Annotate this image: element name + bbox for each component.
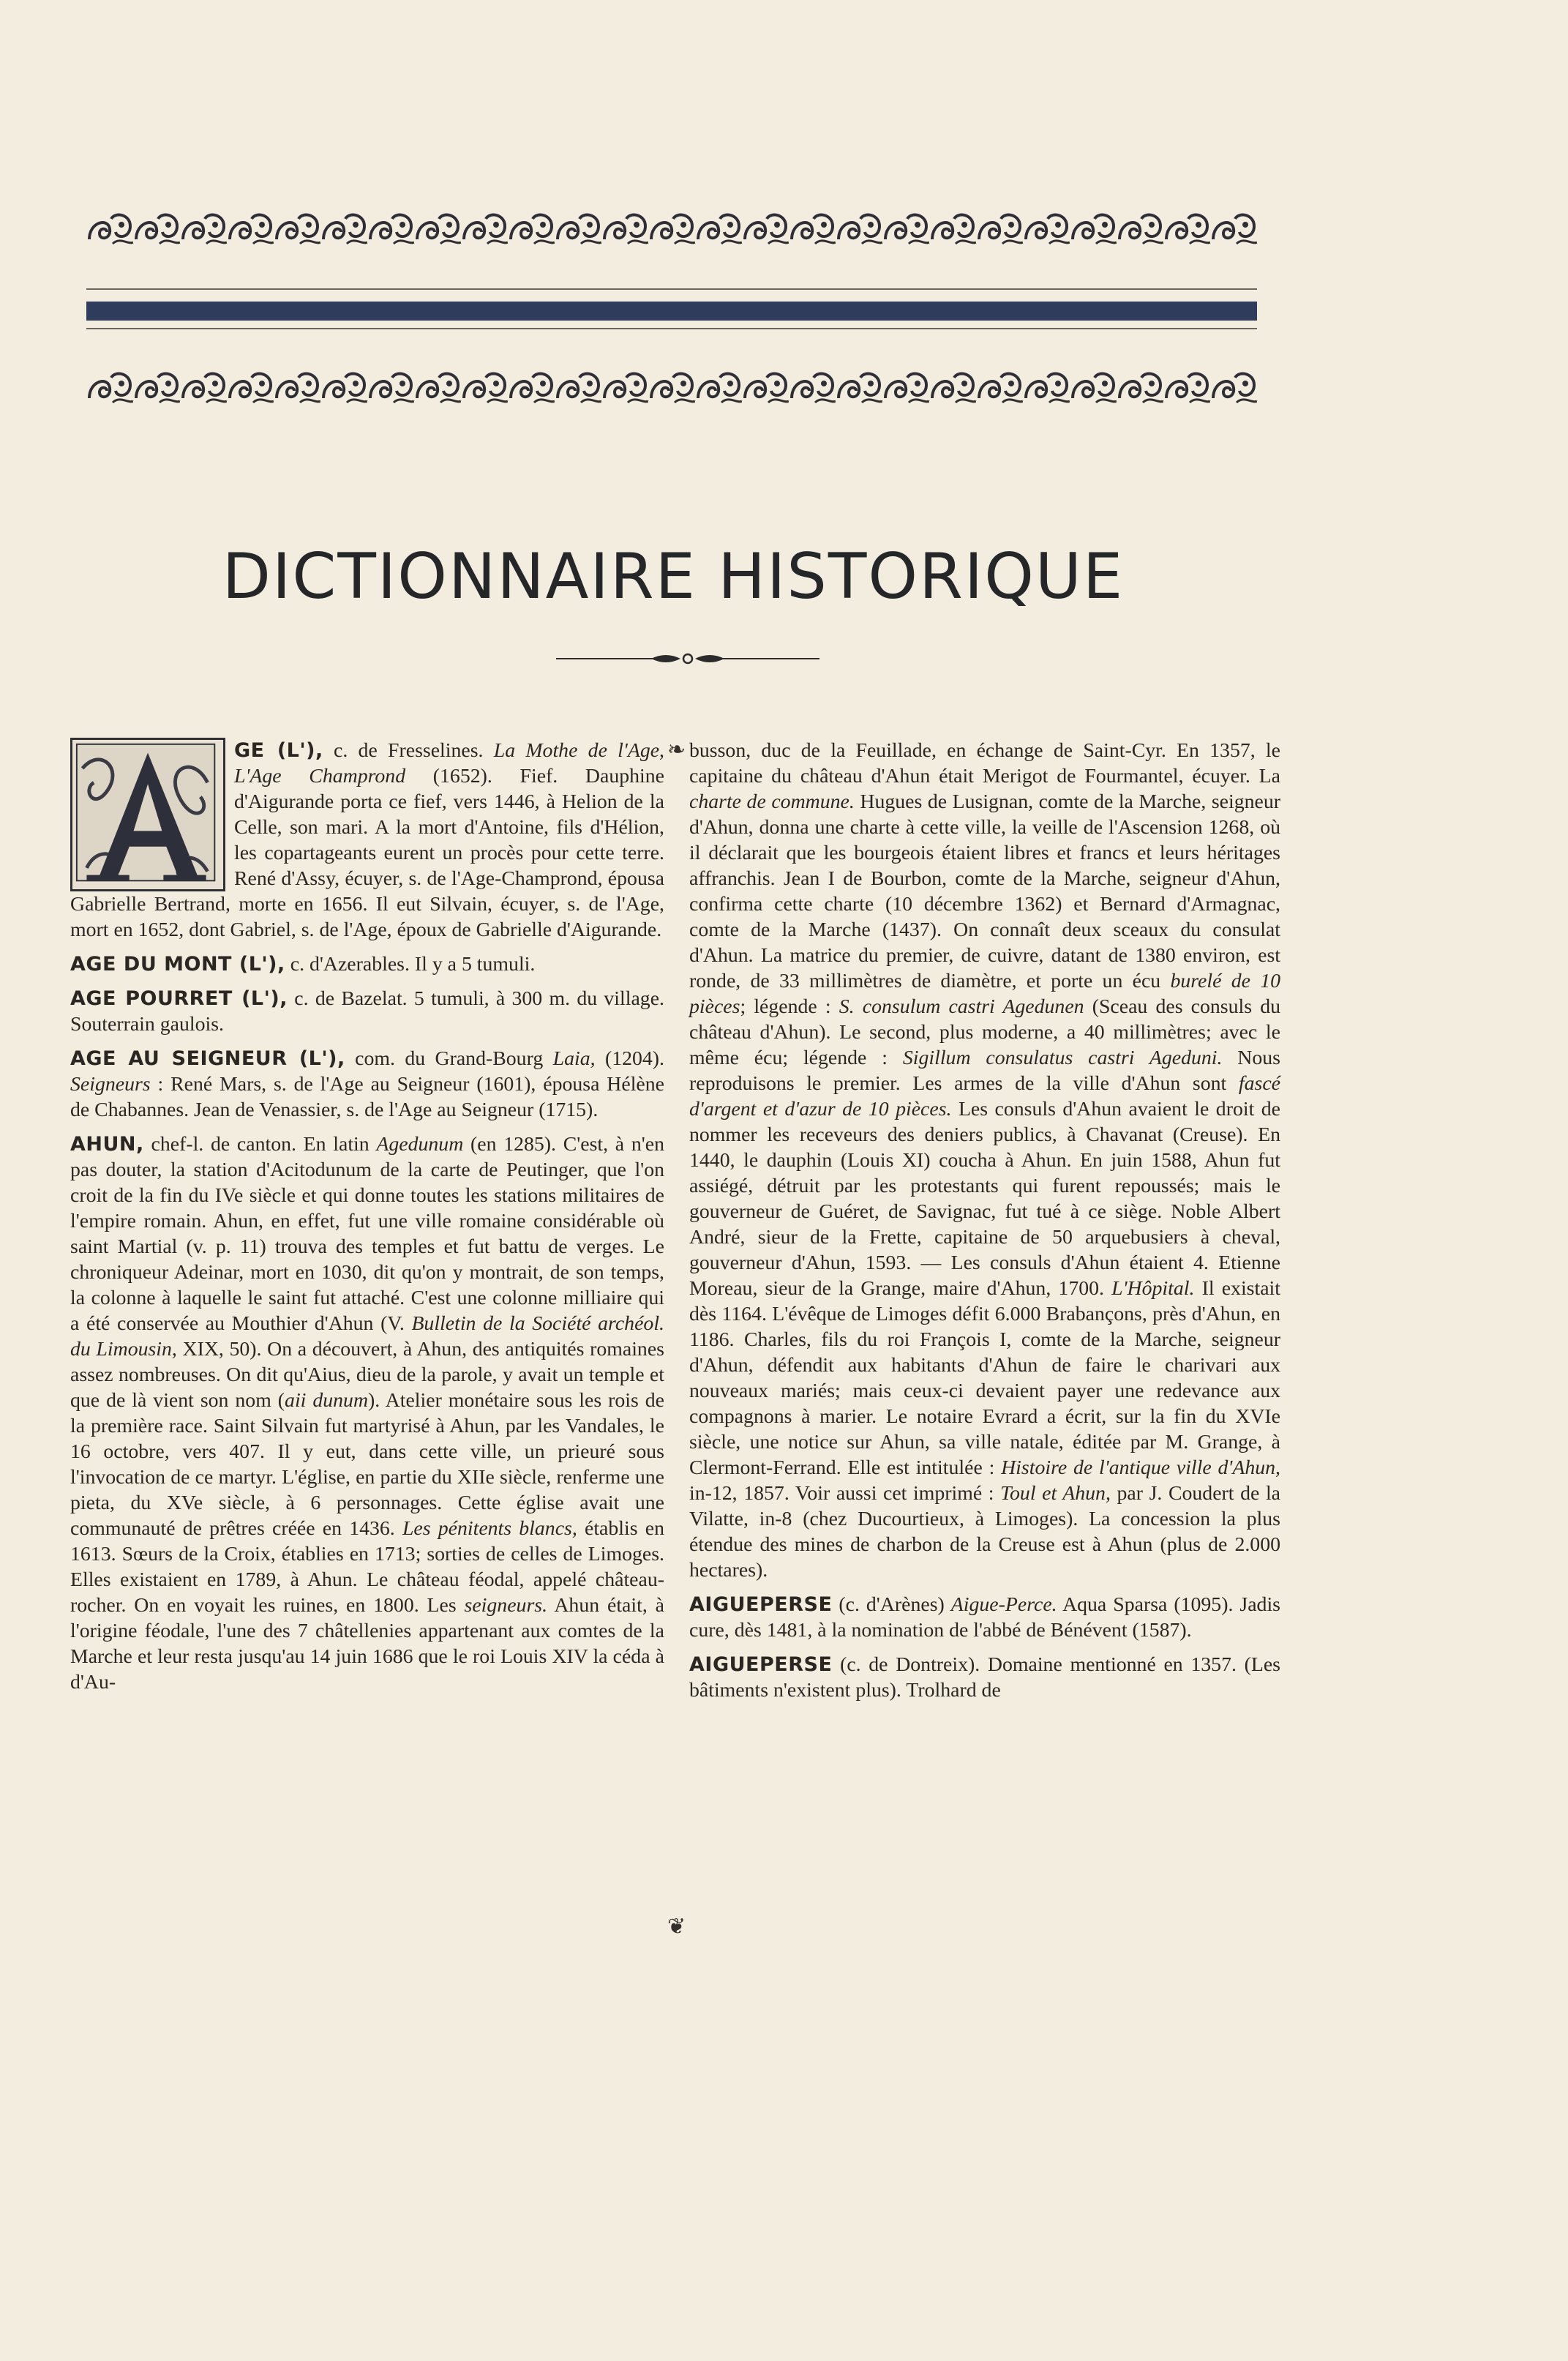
fleuron-icon: ❦ bbox=[667, 1915, 686, 1939]
entry-age-pourret: AGE POURRET (L'), c. de Bazelat. 5 tumuli, à 300 m. du village. Souterrain gaulois. bbox=[70, 987, 664, 1036]
left-column bbox=[70, 738, 664, 1704]
headword: AGE POURRET (L'), bbox=[70, 987, 288, 1010]
headword: AGE AU SEIGNEUR (L'), bbox=[70, 1047, 345, 1070]
right-column bbox=[689, 738, 1280, 1712]
entry-age: GE (L'), c. de Fresselines. La Mothe de l'Age, L'Age Champrond (1652). Fief. Dauphine d'Aigurande porta ce fief, vers 1446, à Helion de la Celle, son mari. A la mort d'Antoine, fils d'Hélion, les copartageants eurent un procès pour cette terre. René d'Assy, écuyer, s. de l'Age-Champrond, épousa Gabrielle Bertrand, morte en 1656. Il eut Silvain, écuyer, s. de l'Age, mort en 1652, dont Gabriel, s. de l'Age, époux de Gabrielle d'Aigurande. bbox=[70, 739, 664, 941]
ornate-letter-a-icon bbox=[70, 738, 225, 891]
headword: AHUN, bbox=[70, 1133, 144, 1156]
headword: AIGUEPERSE bbox=[689, 1653, 833, 1676]
blue-band bbox=[86, 302, 1257, 321]
entry-ahun-continued: busson, duc de la Feuillade, en échange de Saint-Cyr. En 1357, le capitaine du château d'Ahun était Merigot de Fourmantel, écuyer. La charte de commune. Hugues de Lusignan, comte de la Marche, seigneur d'Ahun, donna une charte à cette ville, la veille de l'Ascension 1268, où il déclarait que les bourgeois étaient libres et francs et leurs héritages affranchis. Jean I de Bourbon, comte de la Marche, seigneur d'Ahun, confirma cette charte (10 décembre 1362) et Bernard d'Armagnac, comte de la Marche (1437). On connaît deux sceaux du consulat d'Ahun. La matrice du premier, de cuivre, datant de 1380 environ, est ronde, de 33 millimètres de diamètre, et porte un écu burelé de 10 pièces; légende : S. consulum castri Agedunen (Sceau des consuls du château d'Ahun). Le second, plus moderne, a 40 millimètres; avec le même écu; légende : Sigillum consulatus castri Ageduni. Nous reproduisons le premier. Les armes de la ville d'Ahun sont fascé d'argent et d'azur de 10 pièces. Les consuls d'Ahun avaient le droit de nommer les receveurs des deniers publics, à Chavanat (Creuse). En 1440, le dauphin (Louis XI) coucha à Ahun. En juin 1588, Ahun fut assiégé, détruit par les protestants qui furent repoussés; mais le gouverneur de Guéret, de Savignac, fut tué à ce siège. Noble Albert André, sieur de la Frette, capitaine de 50 arquebusiers à cheval, gouverneur d'Ahun, 1593. — Les consuls d'Ahun étaient 4. Etienne Moreau, sieur de la Grange, maire d'Ahun, 1700. L'Hôpital. Il existait dès 1164. L'évêque de Limoges défit 6.000 Brabançons, près d'Ahun, en 1186. Charles, fils du roi François I, comte de la Marche, seigneur d'Ahun, défendit aux habitants d'Ahun de faire le charivari aux nouveaux mariés; mais ceux-ci devaient payer une redevance aux compagnons à marier. Le notaire Evrard a écrit, sur la fin du XVIe siècle, une notice sur Ahun, sa ville natale, éditée par M. Grange, à Clermont-Ferrand. Elle est intitulée : Histoire de l'antique ville d'Ahun, in-12, 1857. Voir aussi cet imprimé : Toul et Ahun, par J. Coudert de la Vilatte, in-8 (chez Ducourtieux, à Limoges). La concession la plus étendue des mines de charbon de la Creuse est à Ahun (plus de 2.000 hectares). bbox=[689, 739, 1281, 1582]
entry-aigueperse-dontreix: AIGUEPERSE (c. de Dontreix). Domaine mentionné en 1357. (Les bâtiments n'existent plus). Trolhard de bbox=[689, 1653, 1280, 1702]
page-title: DICTIONNAIRE HISTORIQUE bbox=[222, 540, 1125, 613]
rule-ornament-icon bbox=[556, 650, 819, 667]
headword: AGE DU MONT (L'), bbox=[70, 953, 285, 976]
scroll-ornament-band-top bbox=[86, 207, 1257, 251]
headword-age: GE (L'), bbox=[234, 739, 323, 762]
entry-aigueperse-arenes: AIGUEPERSE (c. d'Arènes) Aigue-Perce. Aqua Sparsa (1095). Jadis cure, dès 1481, à la nomination de l'abbé de Bénévent (1587). bbox=[689, 1593, 1280, 1642]
fleuron-icon: ❧ bbox=[667, 738, 686, 762]
entry-ahun: AHUN, chef-l. de canton. En latin Agedunum (en 1285). C'est, à n'en pas douter, la station d'Acitodunum de la carte de Peutinger, que l'on croit de la fin du IVe siècle et qui donne toutes les stations militaires de l'empire romain. Ahun, en effet, fut une ville romaine considérable où saint Martial (v. p. 11) trouva des temples et fut battu de verges. Le chroniqueur Adeinar, mort en 1030, dit qu'on y montrait, de son temps, la colonne à laquelle le saint fut attaché. C'est une colonne milliaire qui a été conservée au Mouthier d'Ahun (V. Bulletin de la Société archéol. du Limousin, XIX, 50). On a découvert, à Ahun, des antiquités romaines assez nombreuses. On dit qu'Aius, dieu de la parole, y avait un temple et que de là vient son nom (aii dunum). Atelier monétaire sous les rois de la première race. Saint Silvain fut martyrisé à Ahun, par les Vandales, le 16 octobre, vers 407. Il y eut, dans cette ville, un prieuré sous l'invocation de ce martyr. L'église, en partie du XIIe siècle, renferme une pieta, du XVe siècle, à 6 personnages. Cette église avait une communauté de prêtres créée en 1436. Les pénitents blancs, établis en 1613. Sœurs de la Croix, établies en 1713; sorties de celles de Limoges. Elles existaient en 1789, à Ahun. Le château féodal, appelé château-rocher. On en voyait les ruines, en 1800. Les seigneurs. Ahun était, à l'origine féodale, l'une des 7 châtellenies appartenant aux comtes de la Marche et leur resta jusqu'au 14 juin 1686 que le roi Louis XIV la céda à d'Au- bbox=[70, 1133, 665, 1694]
headword: AIGUEPERSE bbox=[689, 1593, 833, 1616]
scroll-ornament-band-bottom bbox=[86, 366, 1257, 410]
rule-upper bbox=[86, 288, 1257, 290]
entry-age-du-mont: AGE DU MONT (L'), c. d'Azerables. Il y a 5 tumuli. bbox=[70, 953, 536, 976]
entry-age-au-seigneur: AGE AU SEIGNEUR (L'), com. du Grand-Bourg Laia, (1204). Seigneurs : René Mars, s. de l'Age au Seigneur (1601), épousa Hélène de Chabannes. Jean de Venassier, s. de l'Age au Seigneur (1715). bbox=[70, 1047, 665, 1121]
rule-lower bbox=[86, 328, 1257, 329]
